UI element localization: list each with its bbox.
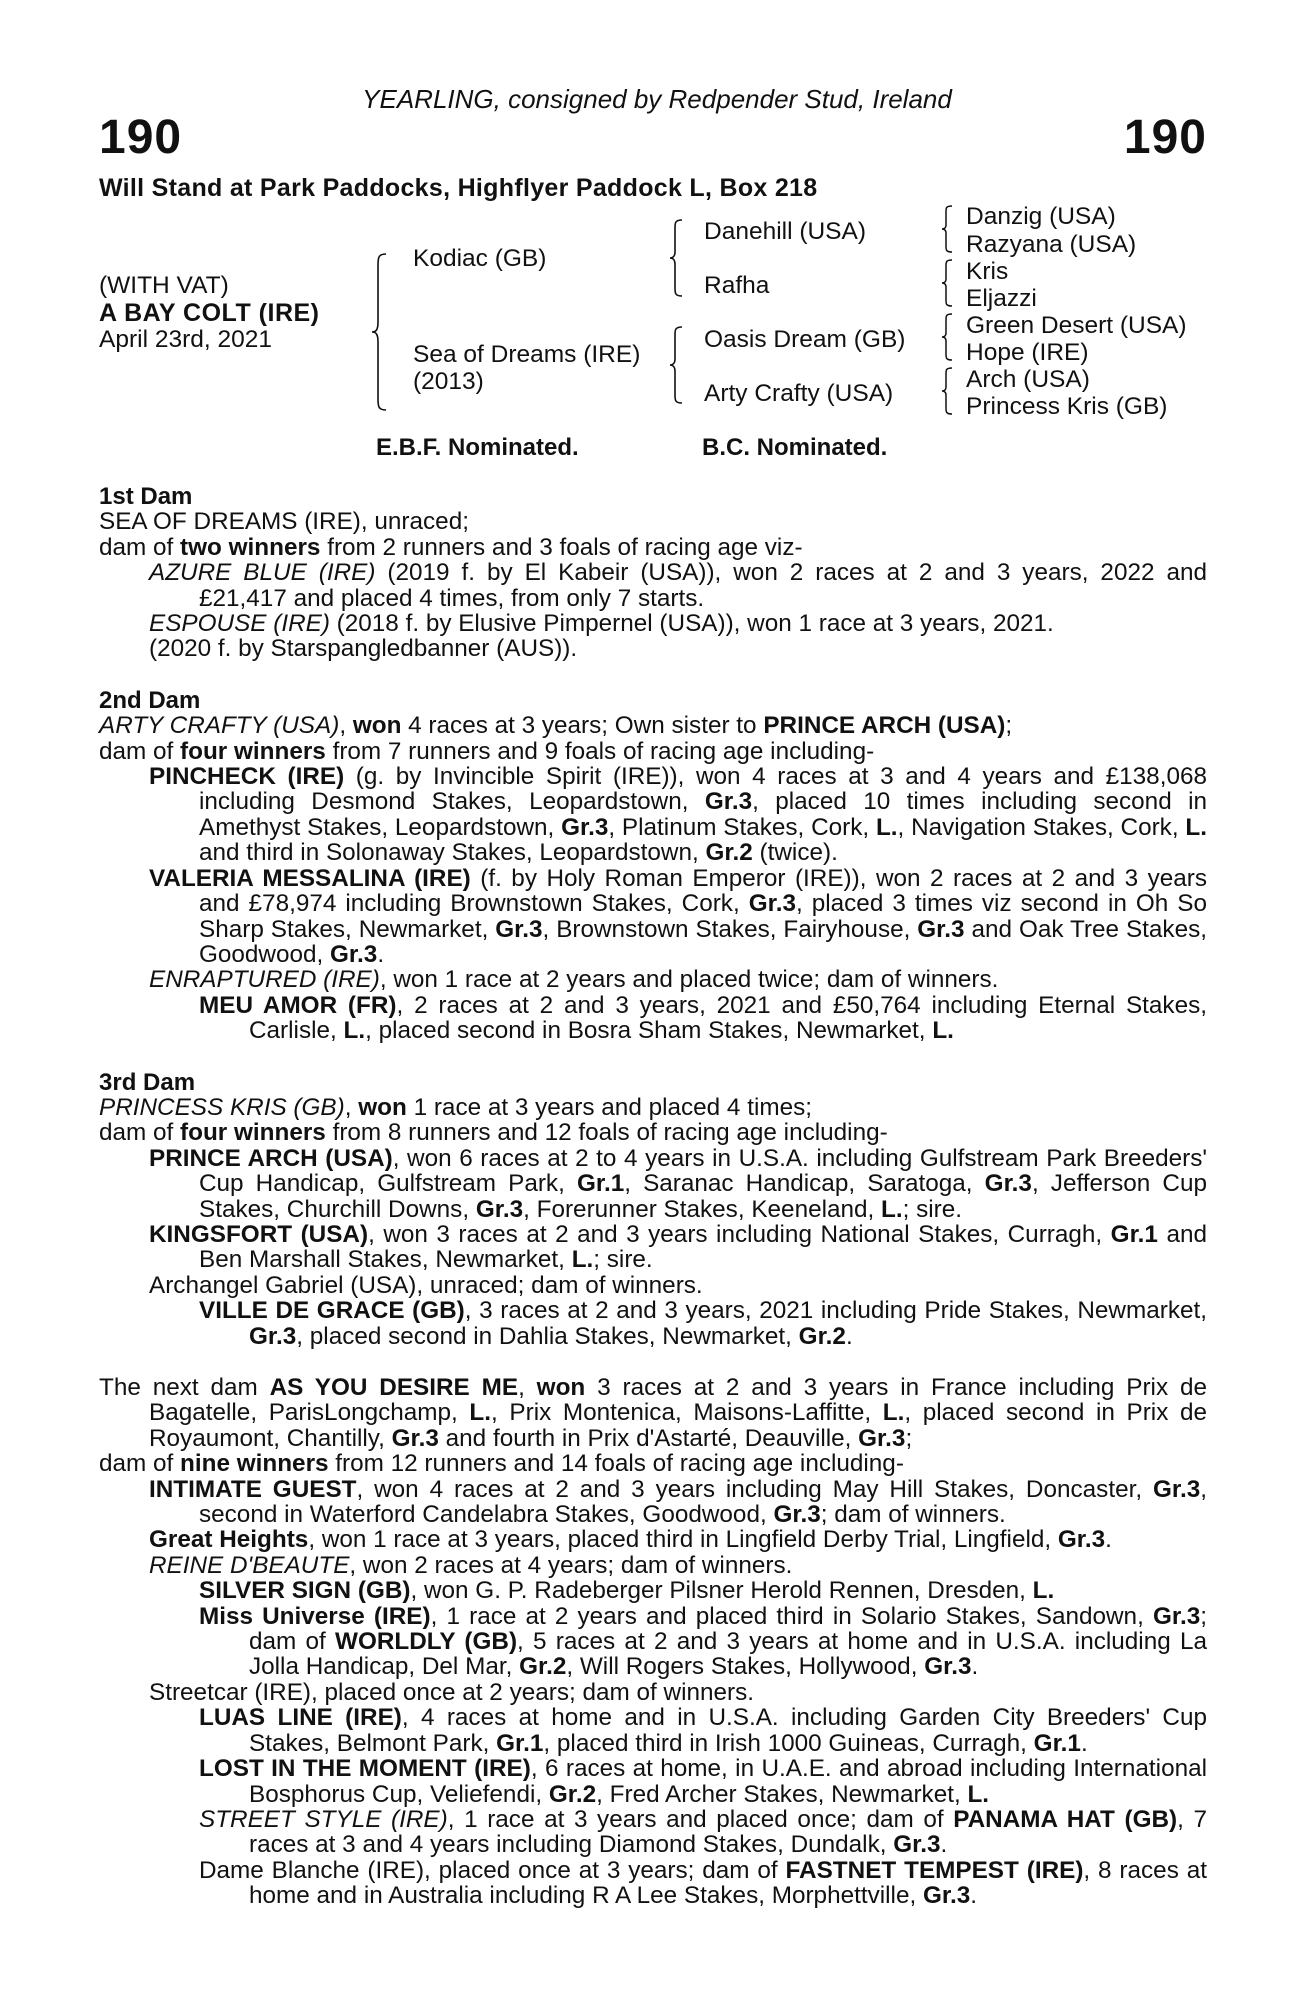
pedigree-g6: Hope (IRE) bbox=[966, 339, 1089, 366]
produce-intimate-guest: INTIMATE GUEST, won 4 races at 2 and 3 years including May Hill Stakes, Doncaster, Gr.3, second in Waterford Candelabra Stakes, Goodwood, Gr.3; dam of winners. bbox=[149, 1475, 1208, 1529]
pedigree-g2: Razyana (USA) bbox=[966, 231, 1137, 258]
pedigree-g7: Arch (USA) bbox=[966, 366, 1090, 393]
pedigree-brace-sire bbox=[668, 218, 686, 298]
produce-valeria-messalina: VALERIA MESSALINA (IRE) (f. by Holy Roman Emperor (IRE)), won 2 races at 2 and 3 years and £78,974 including Brownstown Stakes, Cork, Gr.3, placed 3 times viz second in Oh So Sharp Stakes, Newmarket, Gr.3, Brownstown Stakes, Fairyhouse, Gr.3 and Oak Tree Stakes, Goodwood, Gr.3. bbox=[149, 864, 1208, 968]
second-dam-line: ARTY CRAFTY (USA), won 4 races at 3 years; Own sister to PRINCE ARCH (USA); bbox=[99, 712, 1013, 740]
pedigree-g1: Danzig (USA) bbox=[966, 203, 1116, 230]
lot-number-left: 190 bbox=[99, 111, 183, 164]
produce-miss-universe: Miss Universe (IRE), 1 race at 2 years and placed third in Solario Stakes, Sandown, Gr.3; dam of WORLDLY (GB), 5 races at 2 and 3 years at home and in U.S.A. including La Jolla Handicap, Del Mar, Gr.2, Will Rogers Stakes, Hollywood, Gr.3. bbox=[199, 1602, 1207, 1681]
ebf-nomination: E.B.F. Nominated. bbox=[376, 434, 579, 461]
third-dam-heading: 3rd Dam bbox=[99, 1068, 196, 1096]
first-dam-produce-summary: dam of two winners from 2 runners and 3 foals of racing age viz- bbox=[99, 533, 803, 561]
pedigree-brace-g56 bbox=[940, 312, 956, 362]
pedigree-g8: Princess Kris (GB) bbox=[966, 393, 1168, 420]
produce-enraptured: ENRAPTURED (IRE), won 1 race at 2 years and placed twice; dam of winners. bbox=[149, 966, 999, 994]
pedigree-g5: Green Desert (USA) bbox=[966, 312, 1187, 339]
pedigree-dam: Sea of Dreams (IRE) bbox=[413, 341, 641, 368]
produce-prince-arch: PRINCE ARCH (USA), won 6 races at 2 to 4 years in U.S.A. including Gulfstream Park Breeders' Cup Handicap, Gulfstream Park, Gr.1, Saranac Handicap, Saratoga, Gr.3, Jefferson Cup Stakes, Churchill Downs, Gr.3, Forerunner Stakes, Keeneland, L.; sire. bbox=[149, 1144, 1207, 1223]
horse-name: A BAY COLT (IRE) bbox=[99, 299, 320, 327]
catalogue-body bbox=[99, 484, 1207, 1909]
second-dam-heading: 2nd Dam bbox=[99, 686, 201, 714]
produce-azure-blue: AZURE BLUE (IRE) (2019 f. by El Kabeir (USA)), won 2 races at 2 and 3 years, 2022 and £21,417 and placed 4 times, from only 7 starts. bbox=[149, 559, 1207, 612]
produce-streetcar: Streetcar (IRE), placed once at 2 years; dam of winners. bbox=[149, 1678, 754, 1706]
produce-luas-line: LUAS LINE (IRE), 4 races at home and in U.S.A. including Garden City Breeders' Cup Stakes, Belmont Park, Gr.1, placed third in Irish 1000 Guineas, Curragh, Gr.1. bbox=[199, 1704, 1207, 1757]
produce-ville-de-grace: VILLE DE GRACE (GB), 3 races at 2 and 3 years, 2021 including Pride Stakes, Newmarket, Gr.3, placed second in Dahlia Stakes, Newmarket, Gr.2. bbox=[199, 1297, 1207, 1350]
next-dam-line: The next dam AS YOU DESIRE ME, won 3 races at 2 and 3 years in France including Prix de Bagatelle, ParisLongchamp, L., Prix Montenica, Maisons-Laffitte, L., placed second in Prix de Royaumont, Chantilly, Gr.3 and fourth in Prix d'Astarté, Deauville, Gr.3; bbox=[99, 1374, 1208, 1452]
next-dam-produce-summary: dam of nine winners from 12 runners and 14 foals of racing age including- bbox=[99, 1450, 904, 1478]
produce-archangel-gabriel: Archangel Gabriel (USA), unraced; dam of winners. bbox=[149, 1271, 703, 1299]
vat-note: (WITH VAT) bbox=[99, 272, 229, 299]
third-dam-line: PRINCESS KRIS (GB), won 1 race at 3 years and placed 4 times; bbox=[99, 1093, 812, 1121]
produce-espouse: ESPOUSE (IRE) (2018 f. by Elusive Pimpernel (USA)), won 1 race at 3 years, 2021. bbox=[149, 610, 1054, 638]
produce-pincheck: PINCHECK (IRE) (g. by Invincible Spirit (IRE)), won 4 races at 3 and 4 years and £138,068 including Desmond Stakes, Leopardstown, Gr.3, placed 10 times including second in Amethyst Stakes, Leopardstown, Gr.3, Platinum Stakes, Cork, L., Navigation Stakes, Cork, L. and third in Solonaway Stakes, Leopardstown, Gr.2 (twice). bbox=[149, 763, 1208, 867]
produce-great-heights: Great Heights, won 1 race at 3 years, placed third in Lingfield Derby Trial, Lingfield, Gr.3. bbox=[149, 1526, 1112, 1554]
stand-location: Will Stand at Park Paddocks, Highflyer Paddock L, Box 218 bbox=[99, 174, 818, 202]
pedigree-sire-sire: Danehill (USA) bbox=[704, 218, 867, 245]
lot-number-right: 190 bbox=[1123, 111, 1207, 164]
horse-dob: April 23rd, 2021 bbox=[99, 326, 272, 353]
pedigree-dam-dam: Arty Crafty (USA) bbox=[704, 380, 894, 407]
produce-kingsfort: KINGSFORT (USA), won 3 races at 2 and 3 years including National Stakes, Curragh, Gr.1 and Ben Marshall Stakes, Newmarket, L.; sire. bbox=[149, 1220, 1207, 1274]
page-subtitle: YEARLING, consigned by Redpender Stud, Ireland bbox=[362, 84, 952, 114]
third-dam-produce-summary: dam of four winners from 8 runners and 12 foals of racing age including- bbox=[99, 1119, 888, 1147]
produce-lost-in-the-moment: LOST IN THE MOMENT (IRE), 6 races at home, in U.A.E. and abroad including International Bosphorus Cup, Veliefendi, Gr.2, Fred Archer Stakes, Newmarket, L. bbox=[199, 1755, 1208, 1808]
pedigree-g3: Kris bbox=[966, 258, 1009, 285]
pedigree-g4: Eljazzi bbox=[966, 285, 1037, 312]
pedigree-brace-main bbox=[370, 252, 390, 412]
pedigree-brace-g12 bbox=[940, 204, 956, 254]
first-dam-line: SEA OF DREAMS (IRE), unraced; bbox=[99, 508, 469, 536]
pedigree-sire-dam: Rafha bbox=[704, 272, 770, 299]
pedigree-brace-g34 bbox=[940, 258, 956, 308]
second-dam-produce-summary: dam of four winners from 7 runners and 9 foals of racing age including- bbox=[99, 737, 875, 765]
produce-dame-blanche: Dame Blanche (IRE), placed once at 3 years; dam of FASTNET TEMPEST (IRE), 8 races at home and in Australia including R A Lee Stakes, Morphettville, Gr.3. bbox=[199, 1856, 1207, 1910]
pedigree-brace-g78 bbox=[940, 366, 956, 416]
first-dam-heading: 1st Dam bbox=[99, 483, 193, 510]
produce-street-style: STREET STYLE (IRE), 1 race at 3 years and placed once; dam of PANAMA HAT (GB), 7 races at 3 and 4 years including Diamond Stakes, Dundalk, Gr.3. bbox=[199, 1805, 1207, 1859]
pedigree-brace-dam bbox=[668, 325, 686, 405]
produce-2020-filly: (2020 f. by Starspangledbanner (AUS)). bbox=[149, 635, 578, 663]
bc-nomination: B.C. Nominated. bbox=[702, 434, 888, 461]
produce-reine-dbeaute: REINE D'BEAUTE, won 2 races at 4 years; dam of winners. bbox=[149, 1551, 793, 1579]
produce-silver-sign: SILVER SIGN (GB), won G. P. Radeberger Pilsner Herold Rennen, Dresden, L. bbox=[199, 1577, 1055, 1605]
pedigree-sire: Kodiac (GB) bbox=[413, 245, 547, 272]
pedigree-dam-year: (2013) bbox=[413, 368, 484, 395]
produce-meu-amor: MEU AMOR (FR), 2 races at 2 and 3 years, 2021 and £50,764 including Eternal Stakes, Carlisle, L., placed second in Bosra Sham Stakes, Newmarket, L. bbox=[199, 991, 1207, 1045]
pedigree-dam-sire: Oasis Dream (GB) bbox=[704, 326, 906, 353]
